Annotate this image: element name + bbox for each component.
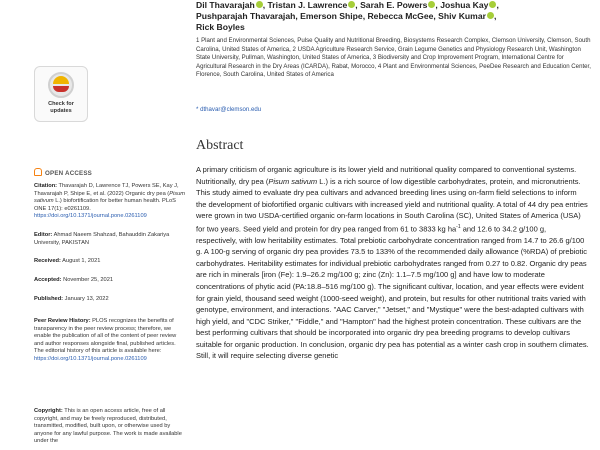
abstract-heading: Abstract	[196, 138, 244, 153]
author-name[interactable]: Dil Thavarajah	[196, 0, 255, 10]
author-name[interactable]: , Joshua Kay	[435, 0, 489, 10]
received-date: Received: August 1, 2021	[34, 258, 101, 264]
author-name[interactable]: , Shiv Kumar	[433, 11, 486, 21]
editor: Editor: Ahmad Naeem Shahzad, Bahauddin Zakariya University, PAKISTAN	[34, 232, 170, 246]
affiliations: 1 Plant and Environmental Sciences, Pulse Quality and Nutritional Breeding, Biosystems Research Complex, Clemson University, Clemson, South Carolina, United States of America, 2 USDA Agriculture Research Service, Grain Legume Genetics and Physiology Research Unit, Washington State University, Pullman, Washington, United States of America, 3 Biodiversity and Crop Improvement Program, International Centre for Agricultural Research in the Dry Areas (ICARDA), Rabat, Morocco, 4 Plant and Environmental Sciences, PeeDee Research and Education Center, Florence, South Carolina, United States of America	[196, 37, 591, 79]
open-lock-icon	[34, 168, 42, 176]
author-name[interactable]: , Emerson Shipe	[295, 11, 363, 21]
author-name[interactable]: , Tristan J. Lawrence	[262, 0, 348, 10]
citation-doi-link[interactable]: https://doi.org/10.1371/journal.pone.0261109	[34, 213, 147, 220]
open-access-label: OPEN ACCESS	[34, 168, 92, 177]
peer-review-link[interactable]: https://doi.org/10.1371/journal.pone.0261109	[34, 355, 147, 362]
citation: Citation: Thavarajah D, Lawrence TJ, Powers SE, Kay J, Thavarajah P, Shipe E, et al. (2022) Organic dry pea (Pisum sativum L.) biofortification for better human health. PLoS ONE 17(1): e0261109. https://doi.org/10.1371/journal.pone.0261109	[34, 183, 186, 220]
author-name[interactable]: Pushparajah Thavarajah	[196, 11, 296, 21]
published-date: Published: January 13, 2022	[34, 296, 109, 302]
author-list: Dil Thavarajah , Tristan J. Lawrence , Sarah E. Powers , Joshua Kay , Pushparajah Thavarajah, Emerson Shipe, Rebecca McGee, Shiv Kumar , Rick Boyles	[196, 0, 499, 32]
peer-review-history: Peer Review History: PLOS recognizes the benefits of transparency in the peer review process; therefore, we enable the publication of all of the content of peer review and author responses alongside final, published articles. The editorial history of this article is available here: https://doi.org/10.1371/journal.pone.0261109	[34, 318, 177, 362]
abstract-text: A primary criticism of organic agriculture is its lower yield and nutritional quality compared to conventional systems. Nutritionally, dry pea (Pisum sativum L.) is a rich source of low digestible carbohydrates, protein, and micronutrients. This study aimed to evaluate dry pea cultivars and advanced breeding lines using on-farm field selections to inform the development of biofortified organic cultivars with increased yield and nutritional quality. A total of 44 dry pea entries were grown in two USDA-certified organic on-farm locations in South Carolina (SC), United States of America (USA) for two years. Seed yield and protein for dry pea ranged from 61 to 3833 kg $ha^{-1}$ and 12.6 to 34.2 g/100 g, respectively, with low heritability estimates. Total prebiotic carbohydrate concentration ranged from 14.7 to 26.6 g/100 g. A 100-g serving of organic dry pea provides 73.5 to 133% of the recommended daily allowance (%RDA) of prebiotic carbohydrates. Heritability estimates for individual prebiotic carbohydrates ranged from 0.27 to 0.82. Organic dry peas are rich in minerals [iron (Fe): 1.9–26.2 mg/100 g; zinc (Zn): 1.1–7.5 mg/100 g] and have low to moderate concentrations of phytic acid (PA:18.8–516 mg/100 g). The significant cultivar, location, and year effects were evident for grain yield, thousand seed weight (1000-seed weight), and protein, but results for other nutritional traits varied with genotype, environment, and interactions. "AAC Carver," "Jetset," and "Mystique" were the best-adapted cultivars with high yield, and "CDC Striker," "Fiddle," and "Hampton" had the highest protein concentration. These cultivars are the best performing cultivars that should be incorporated into organic dry pea breeding programs to develop cultivars suitable for organic production. In conclusion, organic dry pea has potential as a winter cash crop in southern climates. Still, it will require selecting diverse genetic	[196, 165, 589, 361]
author-name[interactable]: , Rebecca McGee	[362, 11, 434, 21]
check-for-updates-badge[interactable]: Check for updates	[34, 66, 88, 122]
corresponding-email[interactable]: * dthavar@clemson.edu	[196, 106, 262, 113]
author-name[interactable]: , Sarah E. Powers	[355, 0, 428, 10]
orcid-icon[interactable]	[487, 12, 494, 19]
check-updates-icon	[48, 72, 74, 98]
author-name[interactable]: Rick Boyles	[196, 22, 245, 32]
orcid-icon[interactable]	[256, 1, 263, 8]
accepted-date: Accepted: November 25, 2021	[34, 277, 114, 283]
copyright: Copyright: This is an open access article, free of all copyright, and may be freely reproduced, distributed, transmitted, modified, built upon, or otherwise used by anyone for any lawful purpose. The work is made available under the	[34, 408, 182, 445]
